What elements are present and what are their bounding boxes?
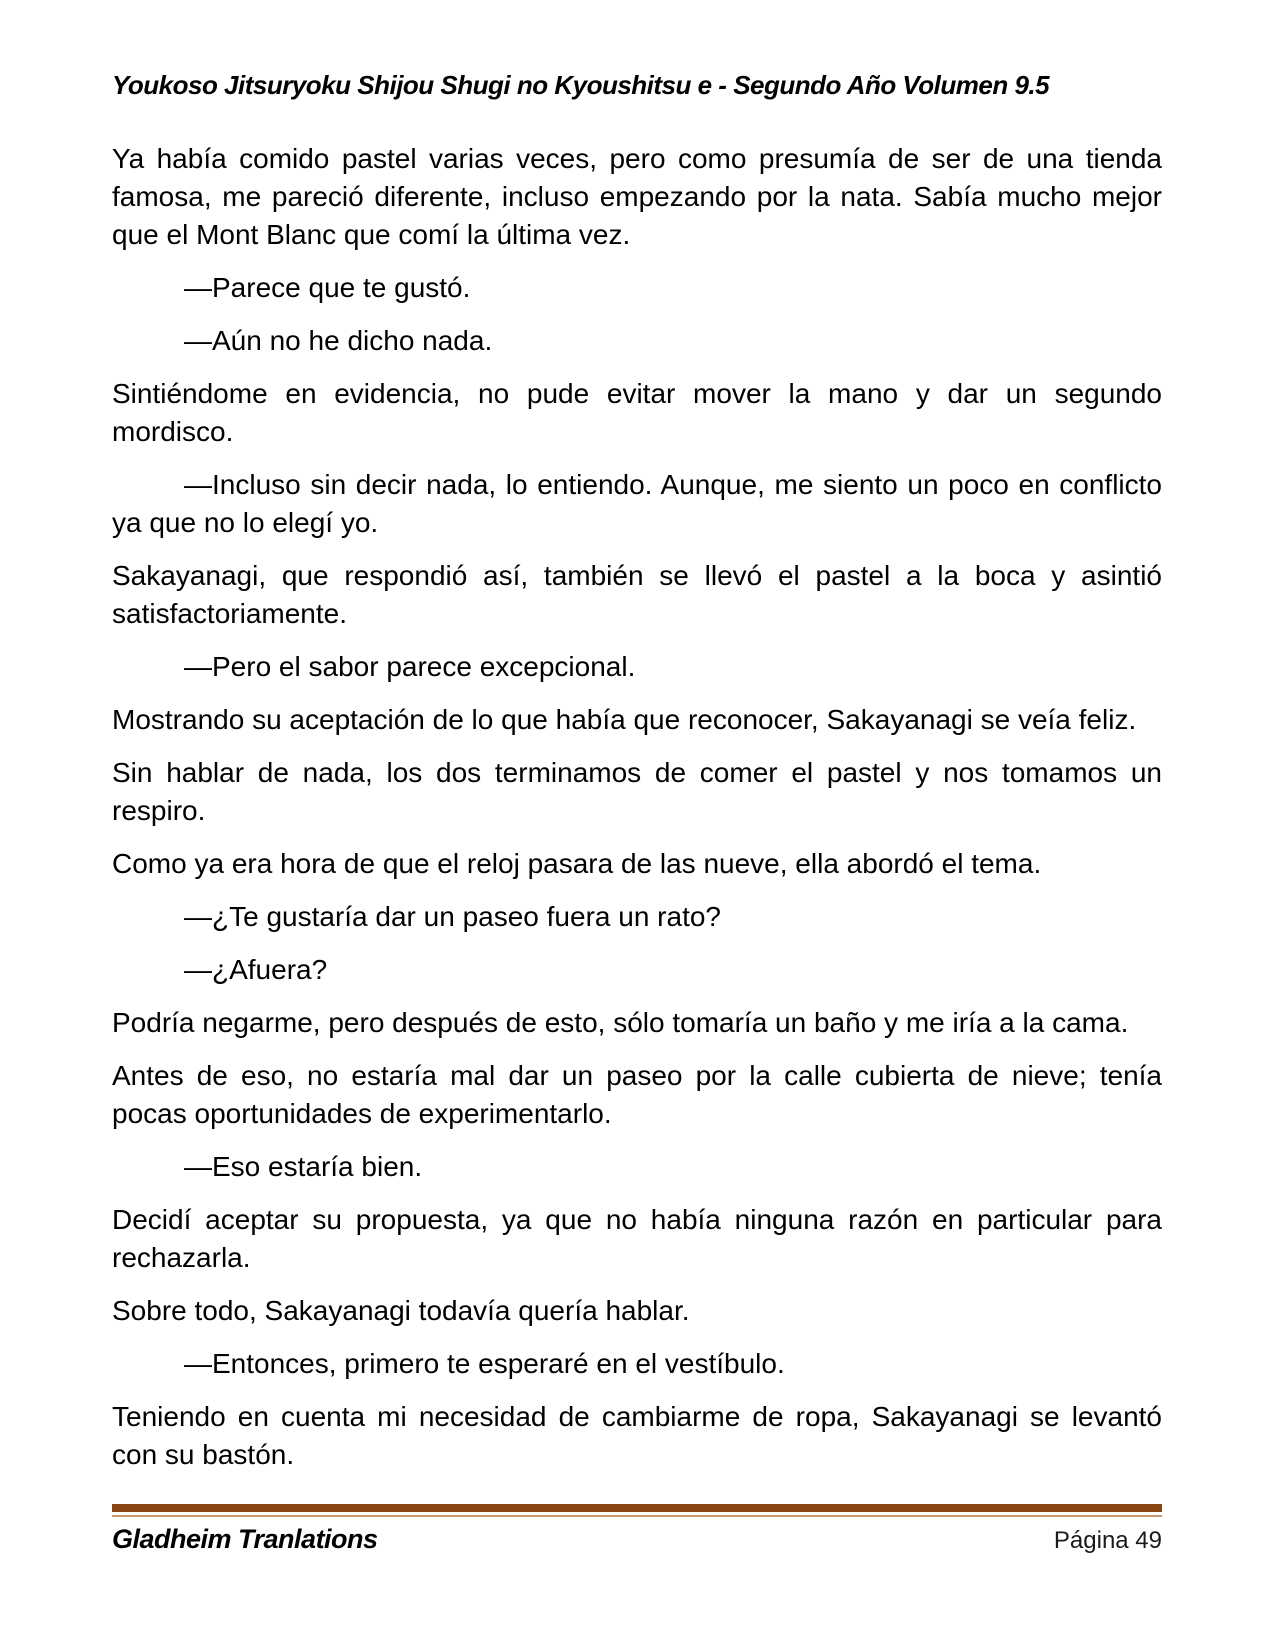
footer-rule-thin-line xyxy=(112,1515,1162,1517)
page-body xyxy=(112,140,1162,1489)
dialogue-line: —Entonces, primero te esperaré en el vestíbulo. xyxy=(184,1348,785,1379)
paragraph: Sakayanagi, que respondió así, también se llevó el pastel a la boca y asintió satisfactoriamente. xyxy=(112,560,1162,629)
paragraph: Decidí aceptar su propuesta, ya que no había ninguna razón en particular para rechazarla. xyxy=(112,1204,1162,1273)
paragraph: Teniendo en cuenta mi necesidad de cambiarme de ropa, Sakayanagi se levantó con su bastón. xyxy=(112,1401,1162,1470)
paragraph: Como ya era hora de que el reloj pasara de las nueve, ella abordó el tema. xyxy=(112,848,1042,879)
dialogue-line: —¿Te gustaría dar un paseo fuera un rato? xyxy=(184,901,721,932)
dialogue-line: —Aún no he dicho nada. xyxy=(184,325,493,356)
footer-brand-text: Gladheim Tranlations xyxy=(112,1524,378,1554)
paragraph: Sobre todo, Sakayanagi todavía quería hablar. xyxy=(112,1295,690,1326)
dialogue-line: —Pero el sabor parece excepcional. xyxy=(184,651,636,682)
paragraph: Sin hablar de nada, los dos terminamos de comer el pastel y nos tomamos un respiro. xyxy=(112,757,1162,826)
paragraph: Sintiéndome en evidencia, no pude evitar mover la mano y dar un segundo mordisco. xyxy=(112,378,1162,447)
footer-page-number: Página 49 xyxy=(1053,1527,1162,1554)
page-header-title: Youkoso Jitsuryoku Shijou Shugi no Kyoushitsu e - Segundo Año Volumen 9.5 xyxy=(112,70,1050,100)
paragraph: Mostrando su aceptación de lo que había que reconocer, Sakayanagi se veía feliz. xyxy=(112,704,1137,735)
paragraph: Antes de eso, no estaría mal dar un paseo por la calle cubierta de nieve; tenía pocas oportunidades de experimentarlo. xyxy=(112,1060,1162,1129)
footer-rule-thick-line xyxy=(112,1504,1162,1512)
dialogue-line: —Incluso sin decir nada, lo entiendo. Aunque, me siento un poco en conflicto ya que no lo elegí yo. xyxy=(112,469,1162,538)
paragraph: Ya había comido pastel varias veces, pero como presumía de ser de una tienda famosa, me pareció diferente, incluso empezando por la nata. Sabía mucho mejor que el Mont Blanc que comí la última vez. xyxy=(112,143,1162,250)
dialogue-line: —Eso estaría bien. xyxy=(184,1151,423,1182)
page-footer xyxy=(112,1524,1162,1555)
paragraph: Podría negarme, pero después de esto, sólo tomaría un baño y me iría a la cama. xyxy=(112,1007,1129,1038)
footer-divider-rule xyxy=(112,1504,1162,1517)
dialogue-line: —¿Afuera? xyxy=(184,954,328,985)
dialogue-line: —Parece que te gustó. xyxy=(184,272,471,303)
